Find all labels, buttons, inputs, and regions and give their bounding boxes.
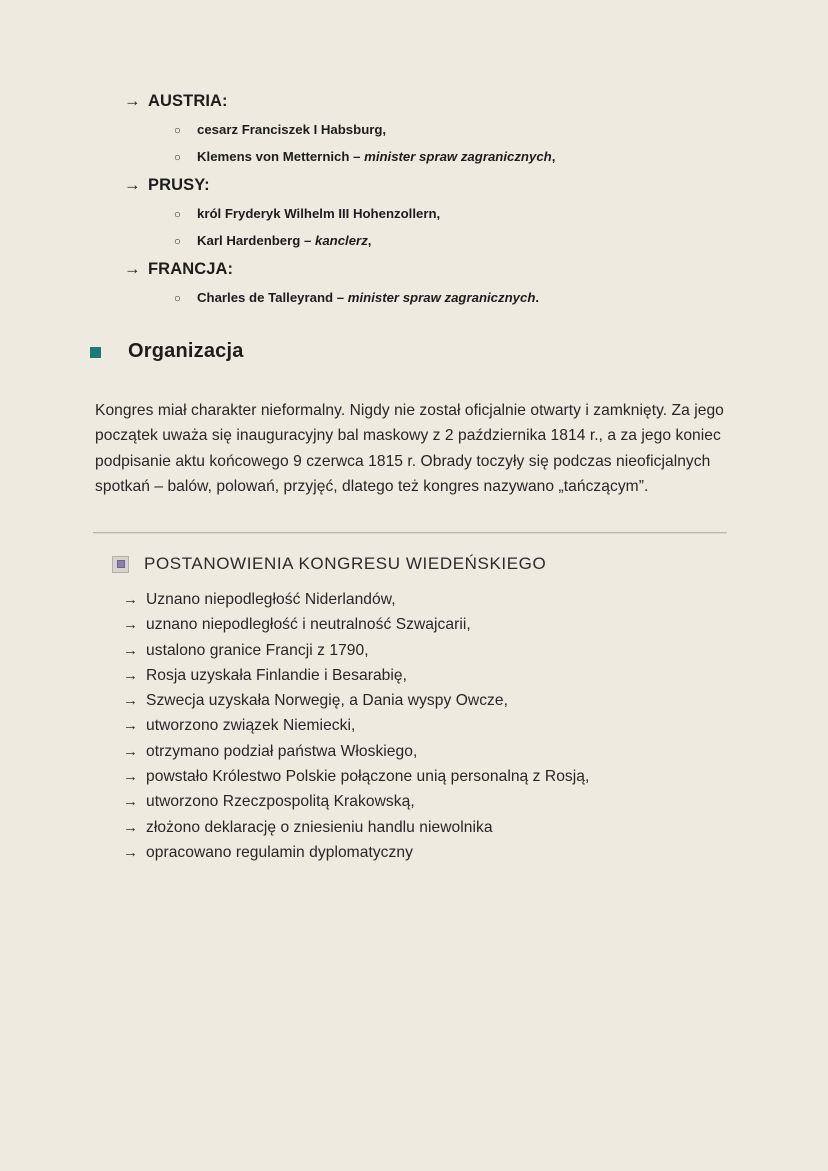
delegate-role: kanclerz	[315, 233, 368, 248]
arrow-icon: →	[123, 742, 138, 760]
delegate-row	[0, 149, 828, 176]
arrow-icon: →	[123, 616, 138, 634]
delegate-person: Karl Hardenberg –	[197, 233, 315, 248]
horizontal-divider	[93, 532, 727, 533]
arrow-icon: →	[123, 591, 138, 608]
delegate-person: Klemens von Metternich –	[197, 149, 365, 164]
list-item	[0, 743, 828, 768]
list-item	[0, 616, 828, 641]
circle-bullet-icon: ○	[174, 152, 181, 164]
delegate-person: Charles de Talleyrand –	[197, 290, 348, 305]
delegate-text	[197, 149, 555, 164]
delegate-role: minister spraw zagranicznych	[364, 149, 552, 164]
list-item	[0, 591, 828, 616]
list-item-label: Szwecja uzyskała Norwegię, a Dania wyspy Owcze,	[146, 692, 509, 710]
list-item	[0, 793, 828, 818]
list-item	[0, 768, 828, 793]
list-item	[0, 642, 828, 667]
list-item	[0, 667, 828, 692]
country-name: PRUSY:	[148, 176, 210, 194]
resolutions-title-row	[0, 550, 828, 578]
delegate-text	[197, 290, 539, 305]
list-item-label: utworzono Rzeczpospolitą Krakowską,	[146, 793, 415, 811]
arrow-icon: →	[123, 666, 138, 684]
list-item-label: otrzymano podział państwa Włoskiego,	[146, 742, 418, 760]
resolutions-block	[0, 550, 828, 869]
circle-bullet-icon: ○	[174, 236, 181, 248]
delegate-row	[0, 290, 828, 317]
page-title: Organizacja	[128, 340, 244, 362]
circle-bullet-icon: ○	[174, 125, 181, 137]
delegate-tail: ,	[551, 149, 556, 164]
list-item	[0, 844, 828, 869]
delegate-row	[0, 206, 828, 233]
section-heading-organizacja	[0, 340, 244, 363]
resolutions-list	[0, 591, 828, 869]
square-bullet-icon	[90, 347, 101, 358]
list-item	[0, 717, 828, 742]
arrow-icon: →	[123, 843, 138, 861]
list-item-label: utworzono związek Niemiecki,	[146, 717, 356, 735]
arrow-icon: →	[124, 176, 141, 194]
arrow-icon: →	[123, 692, 138, 710]
list-item-label: uznano niepodległość i neutralność Szwajcarii,	[146, 616, 471, 634]
list-item-label: ustalono granice Francji z 1790,	[146, 641, 369, 659]
delegations-outline	[0, 92, 828, 317]
delegate-row	[0, 122, 828, 149]
country-row	[0, 260, 828, 290]
delegate-person: cesarz Franciszek I Habsburg,	[197, 122, 387, 137]
delegate-person: król Fryderyk Wilhelm III Hohenzollern,	[197, 206, 441, 221]
arrow-icon: →	[123, 768, 138, 786]
delegate-text	[197, 206, 440, 221]
list-item-label: Uznano niepodległość Niderlandów,	[146, 591, 396, 608]
circle-bullet-icon: ○	[174, 293, 181, 305]
arrow-icon: →	[123, 717, 138, 735]
delegate-row	[0, 233, 828, 260]
country-row	[0, 92, 828, 122]
arrow-icon: →	[123, 818, 138, 836]
circle-bullet-icon: ○	[174, 209, 181, 221]
arrow-icon: →	[124, 92, 141, 110]
resolutions-title: POSTANOWIENIA KONGRESU WIEDEŃSKIEGO	[144, 554, 547, 573]
list-item-label: powstało Królestwo Polskie połączone unią personalną z Rosją,	[146, 768, 590, 786]
delegate-role: minister spraw zagranicznych	[347, 290, 536, 305]
arrow-icon: →	[123, 793, 138, 811]
country-row	[0, 176, 828, 206]
arrow-icon: →	[123, 641, 138, 659]
image-placeholder-icon	[112, 556, 129, 573]
delegate-tail: .	[535, 290, 540, 305]
delegate-tail: ,	[367, 233, 372, 248]
country-name: FRANCJA:	[148, 260, 234, 278]
list-item-label: złożono deklarację o zniesieniu handlu niewolnika	[146, 818, 493, 836]
country-name: AUSTRIA:	[148, 92, 228, 110]
arrow-icon: →	[124, 260, 141, 278]
organizacja-paragraph: Kongres miał charakter nieformalny. Nigdy nie został oficjalnie otwarty i zamknięty. Za jego początek uważa się inauguracyjny bal maskowy z 2 października 1814 r., a za jego koniec podpisanie aktu końcowego 9 czerwca 1815 r. Obrady toczyły się podczas nieoficjalnych spotkań – balów, polowań, przyjęć, dlatego też kongres nazywano „tańczącym”.	[95, 401, 724, 496]
list-item	[0, 692, 828, 717]
list-item-label: opracowano regulamin dyplomatyczny	[146, 843, 413, 861]
delegate-text	[197, 233, 371, 248]
delegate-text	[197, 122, 386, 137]
list-item	[0, 819, 828, 844]
list-item-label: Rosja uzyskała Finlandie i Besarabię,	[146, 666, 408, 684]
